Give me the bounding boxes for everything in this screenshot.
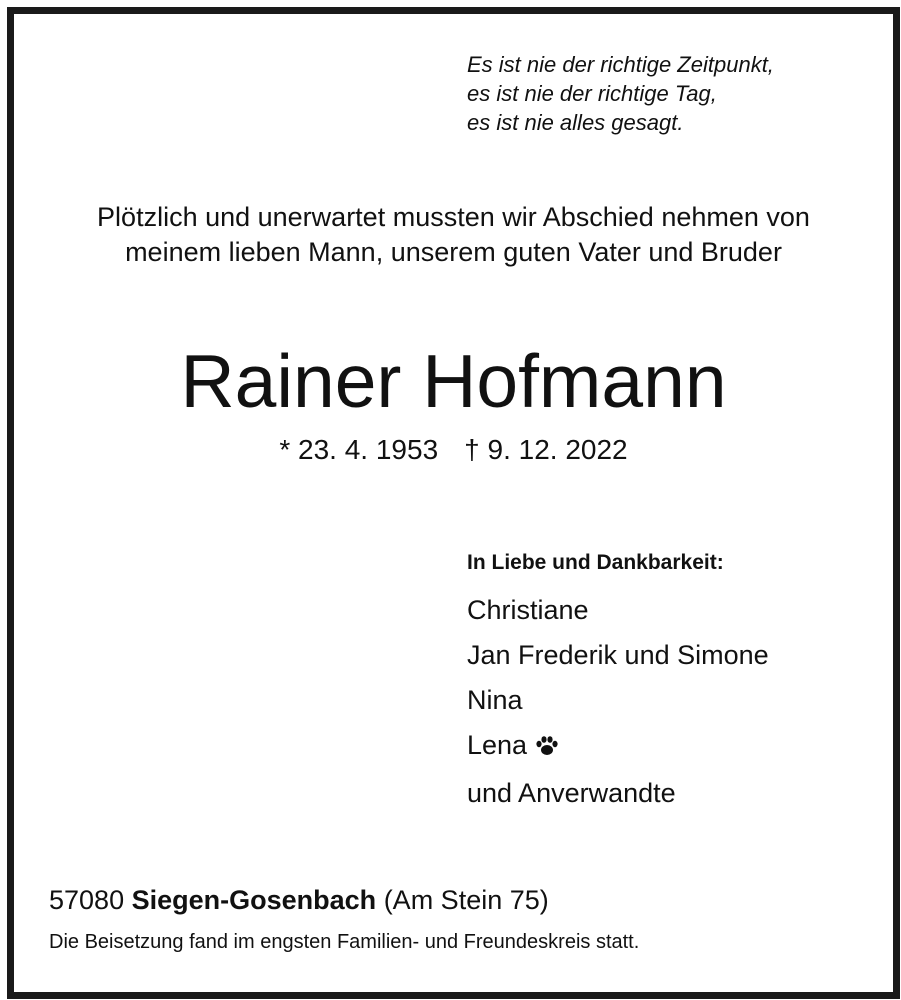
burial-note: Die Beisetzung fand im engsten Familien- und Freundeskreis statt. bbox=[49, 931, 640, 953]
mourners-block bbox=[467, 548, 769, 816]
quote-line: es ist nie der richtige Tag, bbox=[467, 81, 717, 106]
death-date: † 9. 12. 2022 bbox=[464, 434, 628, 465]
intro-text bbox=[14, 200, 893, 270]
address-line bbox=[49, 882, 549, 918]
mourner-name: Nina bbox=[467, 685, 523, 715]
mourner-name: Jan Frederik und Simone bbox=[467, 640, 769, 670]
mourner-name: und Anverwandte bbox=[467, 778, 676, 808]
quote-line: es ist nie alles gesagt. bbox=[467, 110, 684, 135]
paw-icon bbox=[535, 726, 559, 771]
mourner-name: Christiane bbox=[467, 595, 589, 625]
deceased-name: Rainer Hofmann bbox=[180, 339, 727, 423]
mourners-heading: In Liebe und Dankbarkeit: bbox=[467, 551, 724, 574]
intro-line: meinem lieben Mann, unserem guten Vater und Bruder bbox=[125, 237, 782, 267]
mourner-name-with-icon bbox=[467, 723, 769, 771]
postcode: 57080 bbox=[49, 885, 125, 915]
quote-line: Es ist nie der richtige Zeitpunkt, bbox=[467, 52, 774, 77]
mourner-name: Lena bbox=[467, 730, 528, 760]
obituary-frame bbox=[7, 7, 900, 999]
life-dates bbox=[14, 432, 893, 468]
birth-date: * 23. 4. 1953 bbox=[279, 434, 439, 465]
quote-block bbox=[467, 50, 774, 137]
city: Siegen-Gosenbach bbox=[131, 885, 377, 915]
street: (Am Stein 75) bbox=[383, 885, 549, 915]
intro-line: Plötzlich und unerwartet mussten wir Abschied nehmen von bbox=[97, 202, 810, 232]
